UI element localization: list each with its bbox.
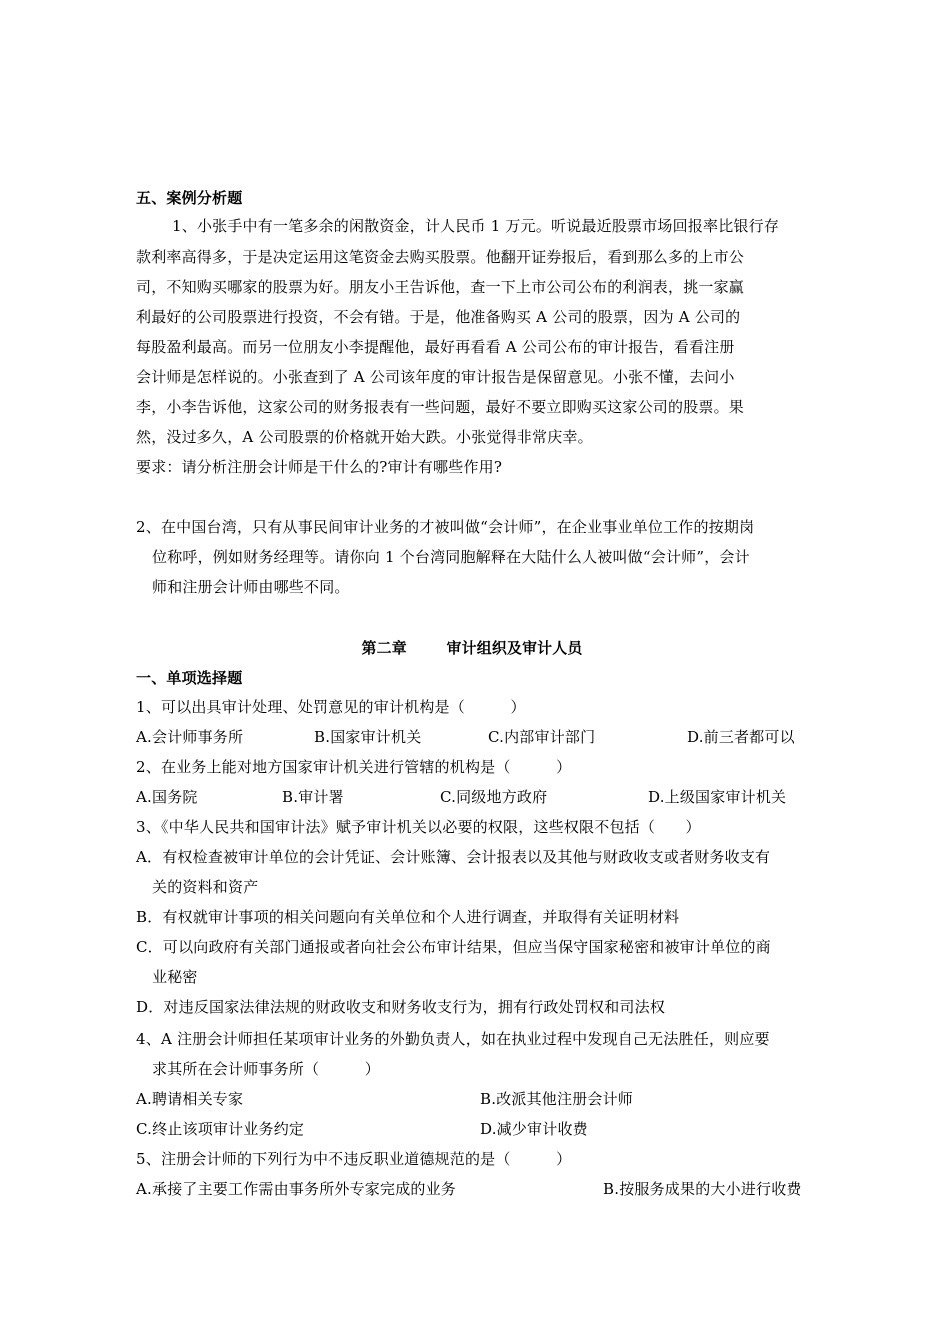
- question-4-stem: 4、A 注册会计师担任某项审计业务的外勤负责人，如在执业过程中发现自己无法胜任，则应要: [136, 1030, 770, 1048]
- section-heading-case-analysis: 五、案例分析题: [136, 189, 243, 207]
- q3-option-c-cont: 业秘密: [152, 968, 198, 986]
- q2-option-c: C.同级地方政府: [440, 788, 548, 806]
- q1-option-a: A.会计师事务所: [136, 728, 244, 746]
- case1-line: 利最好的公司股票进行投资，不会有错。于是，他准备购买 A 公司的股票，因为 A 公司的: [136, 308, 741, 326]
- question-3-stem: 3、《中华人民共和国审计法》赋予审计机关以必要的权限，这些权限不包括（ ）: [136, 818, 701, 836]
- case2-line: 师和注册会计师由哪些不同。: [152, 578, 350, 596]
- q1-option-d: D.前三者都可以: [687, 728, 795, 746]
- question-5-stem: 5、注册会计师的下列行为中不违反职业道德规范的是（ ）: [136, 1150, 572, 1168]
- q4-option-a: A.聘请相关专家: [136, 1090, 244, 1108]
- q2-option-a: A.国务院: [136, 788, 198, 806]
- chapter-title: [0, 638, 944, 658]
- case1-line: 李，小李告诉他，这家公司的财务报表有一些问题，最好不要立即购买这家公司的股票。果: [136, 398, 745, 416]
- q3-option-d: D．对违反国家法律法规的财政收支和财务收支行为，拥有行政处罚权和司法权: [136, 998, 666, 1016]
- q1-option-c: C.内部审计部门: [488, 728, 596, 746]
- q1-option-b: B.国家审计机关: [314, 728, 422, 746]
- q3-option-a-cont: 关的资料和资产: [152, 878, 259, 896]
- case1-line: 会计师是怎样说的。小张查到了 A 公司该年度的审计报告是保留意见。小张不懂，去问小: [136, 368, 735, 386]
- q3-option-a: A．有权检查被审计单位的会计凭证、会计账簿、会计报表以及其他与财政收支或者财务收支有: [136, 848, 771, 866]
- case2-line: 位称呼，例如财务经理等。请你向 1 个台湾同胞解释在大陆什么人被叫做“会计师”，会计: [152, 548, 750, 566]
- case1-line: 1、小张手中有一笔多余的闲散资金，计人民币 1 万元。听说最近股票市场回报率比银行存: [172, 217, 780, 235]
- section-heading-single-choice: 一、单项选择题: [136, 669, 243, 687]
- q5-option-b: B.按服务成果的大小进行收费: [603, 1180, 802, 1198]
- q3-option-c: C．可以向政府有关部门通报或者向社会公布审计结果，但应当保守国家秘密和被审计单位的商: [136, 938, 771, 956]
- q2-option-b: B.审计署: [282, 788, 344, 806]
- case1-line: 司，不知购买哪家的股票为好。朋友小王告诉他，查一下上市公司公布的利润表，挑一家赢: [136, 278, 745, 296]
- case1-line: 每股盈利最高。而另一位朋友小李提醒他，最好再看看 A 公司公布的审计报告，看看注册: [136, 338, 735, 356]
- q4-option-d: D.减少审计收费: [480, 1120, 588, 1138]
- question-2-stem: 2、在业务上能对地方国家审计机关进行管辖的机构是（ ）: [136, 758, 572, 776]
- question-4-stem-cont: 求其所在会计师事务所（ ）: [152, 1060, 381, 1078]
- chapter-name: 审计组织及审计人员: [446, 639, 583, 657]
- case1-line: 然，没过多久，A 公司股票的价格就开始大跌。小张觉得非常庆幸。: [136, 428, 593, 446]
- case2-line: 2、在中国台湾，只有从事民间审计业务的才被叫做“会计师”，在企业事业单位工作的按期岗: [136, 518, 755, 536]
- case1-line: 款利率高得多，于是决定运用这笔资金去购买股票。他翻开证券报后，看到那么多的上市公: [136, 248, 745, 266]
- chapter-number: 第二章: [361, 639, 407, 657]
- q2-option-d: D.上级国家审计机关: [648, 788, 787, 806]
- q4-option-b: B.改派其他注册会计师: [480, 1090, 633, 1108]
- case1-requirement: 要求：请分析注册会计师是干什么的?审计有哪些作用?: [136, 458, 503, 476]
- q3-option-b: B．有权就审计事项的相关问题向有关单位和个人进行调查，并取得有关证明材料: [136, 908, 680, 926]
- q5-option-a: A.承接了主要工作需由事务所外专家完成的业务: [136, 1180, 457, 1198]
- q4-option-c: C.终止该项审计业务约定: [136, 1120, 305, 1138]
- question-1-stem: 1、可以出具审计处理、处罚意见的审计机构是（ ）: [136, 698, 526, 716]
